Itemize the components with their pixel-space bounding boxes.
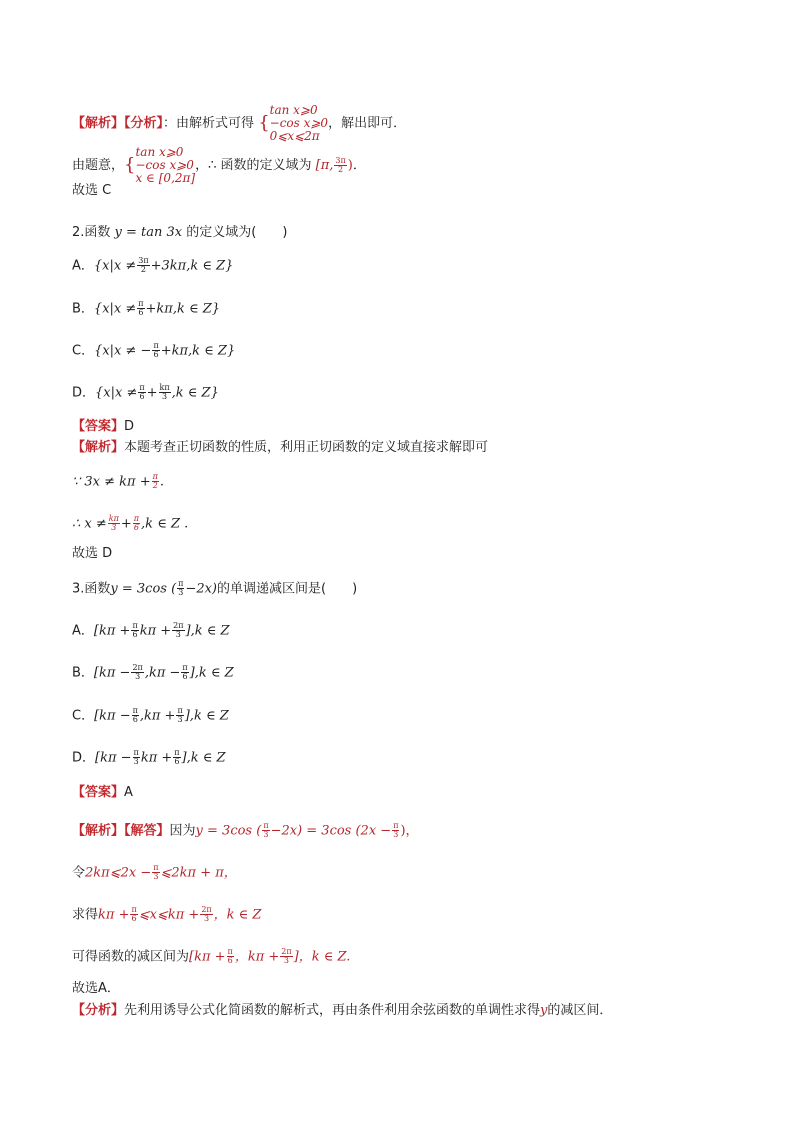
q3-option-a[interactable]: A．[kπ + $\frac{\pi}{6}$ kπ + $\frac{2\pi}{3}$ ],k ∈ Z xyxy=(72,621,230,640)
q2-answer: 【答案】D xyxy=(72,419,135,434)
condition-system: tan x⩾0 −cos x⩾0 0⩽x⩽2π xyxy=(269,103,329,143)
q3-answer: 【答案】A xyxy=(72,785,133,800)
q3-solution-3: 求得kπ + $\frac{\pi}{6}$ ⩽x⩽kπ + $\frac{2\pi}{3}$ ，k ∈ Z xyxy=(72,905,262,924)
tag-fenxi: 【分析】 xyxy=(124,115,164,131)
q3-choose: 故选A． xyxy=(72,981,120,996)
analysis-line-2: 由题意，{ tan x⩾0 −cos x⩾0 x ∈ [0,2π] ，∴ 函数的定义域为 [π, $\frac{3\pi}{2}$ )． xyxy=(72,145,366,185)
q2-jiexi: 【解析】本题考查正切函数的性质，利用正切函数的定义域直接求解即可 xyxy=(72,440,489,455)
q3-solution-1: 【解析】【解答】因为y = 3cos ( $\frac{\pi}{3}$ −2x) = 3cos (2x − $\frac{\pi}{3}$ )， xyxy=(72,821,419,840)
q3-solution-2: 令2kπ⩽2x − $\frac{\pi}{3}$ ⩽2kπ + π， xyxy=(72,863,237,882)
q3-stem: 3.函数y = 3cos ( $\frac{\pi}{3}$ −2x)的单调递减区间是( ) xyxy=(72,579,358,598)
q3-option-c[interactable]: C．[kπ − $\frac{\pi}{6}$ ,kπ + $\frac{\pi}{3}$ ],k ∈ Z xyxy=(72,706,229,725)
tag-jiexi: 【解析】 xyxy=(72,115,125,131)
analysis-line-1: 【解析】【分析】：由解析式可得 { tan x⩾0 −cos x⩾0 0⩽x⩽2π ，解出即可． xyxy=(72,103,407,143)
q3-option-b[interactable]: B．[kπ − $\frac{2\pi}{3}$ ,kπ − $\frac{\pi}{6}$ ],k ∈ Z xyxy=(72,663,234,682)
q3-option-d[interactable]: D．[kπ − $\frac{\pi}{3}$ kπ + $\frac{\pi}{6}$ ],k ∈ Z xyxy=(72,748,226,767)
q2-choose: 故选 D xyxy=(72,546,113,561)
q2-step-2: ∴ x ≠ $\frac{k\pi}{3}$ + $\frac{\pi}{6}$ ,k ∈ Z . xyxy=(72,514,189,533)
q2-step-1: ∵ 3x ≠ kπ + $\frac{\pi}{2}$ . xyxy=(72,472,165,491)
q2-option-b[interactable]: B．{x|x ≠ $\frac{\pi}{6}$ +kπ,k ∈ Z} xyxy=(72,299,221,318)
q2-option-c[interactable]: C．{x|x ≠ − $\frac{\pi}{6}$ +kπ,k ∈ Z} xyxy=(72,341,236,360)
q3-solution-4: 可得函数的减区间为[kπ + $\frac{\pi}{6}$ ，kπ + $\frac{2\pi}{3}$ ]，k ∈ Z. xyxy=(72,947,351,966)
q3-fenxi: 【分析】先利用诱导公式化简函数的解析式，再由条件利用余弦函数的单调性求得y的减区间． xyxy=(72,1003,613,1018)
q2-option-a[interactable]: A．{x|x ≠ $\frac{3\pi}{2}$ +3kπ,k ∈ Z} xyxy=(72,256,234,275)
q2-stem: 2.函数 y = tan 3x 的定义域为( ) xyxy=(72,225,288,240)
q2-option-d[interactable]: D．{x|x ≠ $\frac{\pi}{6}$ + $\frac{k\pi}{3}$ ,k ∈ Z} xyxy=(72,383,219,402)
answer-c: 故选 C xyxy=(72,183,112,198)
condition-system-2: tan x⩾0 −cos x⩾0 x ∈ [0,2π] xyxy=(135,145,196,185)
